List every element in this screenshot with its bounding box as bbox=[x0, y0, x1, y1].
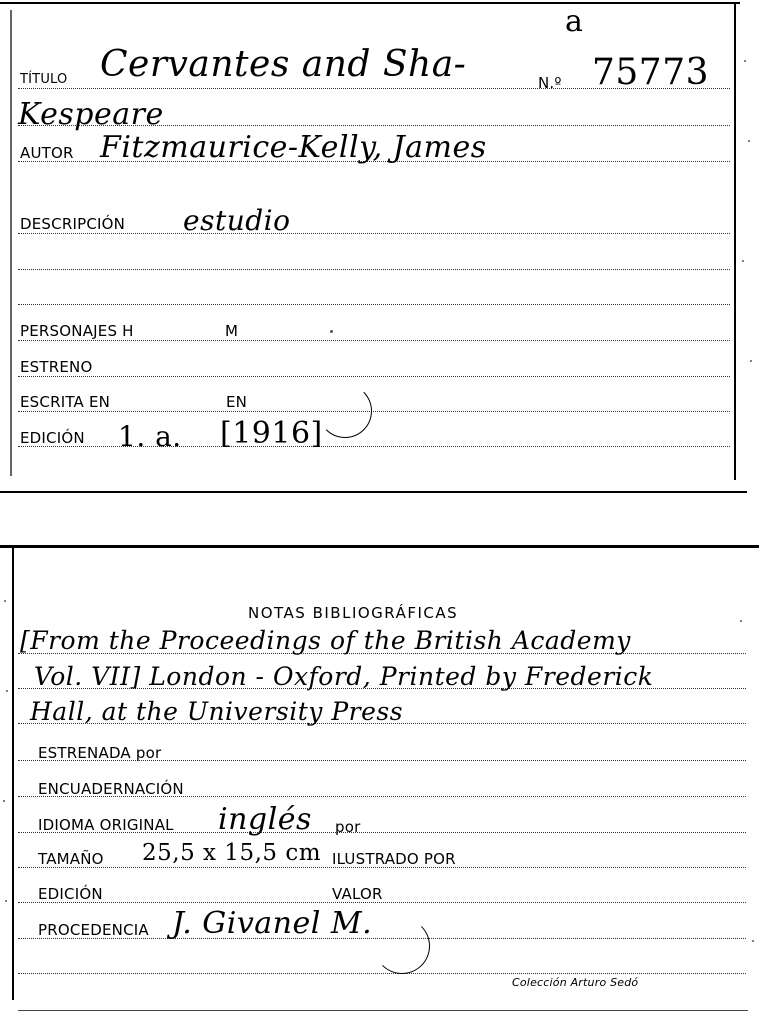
card-front-inner-frame bbox=[10, 10, 12, 476]
catalog-card-back bbox=[0, 540, 759, 1028]
card-back-bottom-edge bbox=[18, 1010, 748, 1011]
edicion-back-label: EDICIÓN bbox=[38, 885, 103, 903]
escrita-en-label: EN bbox=[226, 393, 248, 411]
descripcion-value: estudio bbox=[183, 204, 291, 237]
estreno-label: ESTRENO bbox=[20, 358, 93, 376]
card-front-top-edge bbox=[0, 2, 740, 4]
rule-coleccion bbox=[18, 973, 746, 974]
titulo-value-line2: Kespeare bbox=[18, 97, 164, 132]
rule-personajes bbox=[18, 340, 730, 341]
card-front-right-edge bbox=[734, 2, 736, 480]
rule-blank-2 bbox=[18, 304, 730, 305]
rule-descripcion bbox=[18, 233, 730, 234]
card-back-left-edge bbox=[12, 545, 14, 1000]
notas-line2: Vol. VII] London - Oxford, Printed by Frederick bbox=[34, 662, 654, 691]
idioma-label: IDIOMA ORIGINAL bbox=[38, 816, 174, 834]
tamano-value: 25,5 x 15,5 cm bbox=[142, 840, 322, 866]
tamano-label: TAMAÑO bbox=[38, 850, 104, 868]
notas-line3: Hall, at the University Press bbox=[30, 697, 404, 726]
estrenada-label: ESTRENADA por bbox=[38, 744, 162, 762]
edicion-label: EDICIÓN bbox=[20, 429, 85, 447]
procedencia-label: PROCEDENCIA bbox=[38, 921, 149, 939]
corner-mark: a bbox=[565, 4, 584, 39]
notas-line1: [From the Proceedings of the British Academy bbox=[20, 626, 631, 655]
notas-title: NOTAS BIBLIOGRÁFICAS bbox=[248, 604, 459, 622]
encuadernacion-label: ENCUADERNACIÓN bbox=[38, 780, 184, 798]
idioma-por-label: por bbox=[335, 818, 361, 836]
rule-blank-1 bbox=[18, 269, 730, 270]
rule-escrita bbox=[18, 411, 730, 412]
back-stamp-mark bbox=[374, 918, 430, 974]
coleccion-label: Colección Arturo Sedó bbox=[512, 976, 639, 989]
front-stamp-mark bbox=[318, 384, 372, 438]
card-back-top-edge bbox=[0, 545, 759, 548]
escrita-label: ESCRITA EN bbox=[20, 393, 111, 411]
descripcion-label: DESCRIPCIÓN bbox=[20, 215, 126, 233]
personajes-m-label: M bbox=[225, 322, 239, 340]
numero-value: 75773 bbox=[592, 52, 710, 93]
titulo-label: TÍTULO bbox=[20, 72, 68, 87]
autor-label: AUTOR bbox=[20, 144, 74, 162]
idioma-value: inglés bbox=[218, 802, 312, 837]
catalog-card-front bbox=[0, 0, 759, 500]
personajes-label: PERSONAJES H bbox=[20, 322, 134, 340]
ilustrado-label: ILUSTRADO POR bbox=[332, 850, 456, 868]
edicion-value: 1. a. bbox=[118, 420, 182, 453]
titulo-value-line1: Cervantes and Sha- bbox=[100, 44, 467, 85]
autor-value: Fitzmaurice-Kelly, James bbox=[100, 130, 487, 165]
valor-label: VALOR bbox=[332, 885, 383, 903]
front-dot bbox=[330, 330, 333, 333]
procedencia-value: J. Givanel M. bbox=[172, 906, 373, 941]
edicion-year: [1916] bbox=[220, 416, 323, 451]
rule-estreno bbox=[18, 376, 730, 377]
numero-label: N.º bbox=[538, 74, 562, 92]
card-front-bottom-edge bbox=[0, 491, 747, 493]
